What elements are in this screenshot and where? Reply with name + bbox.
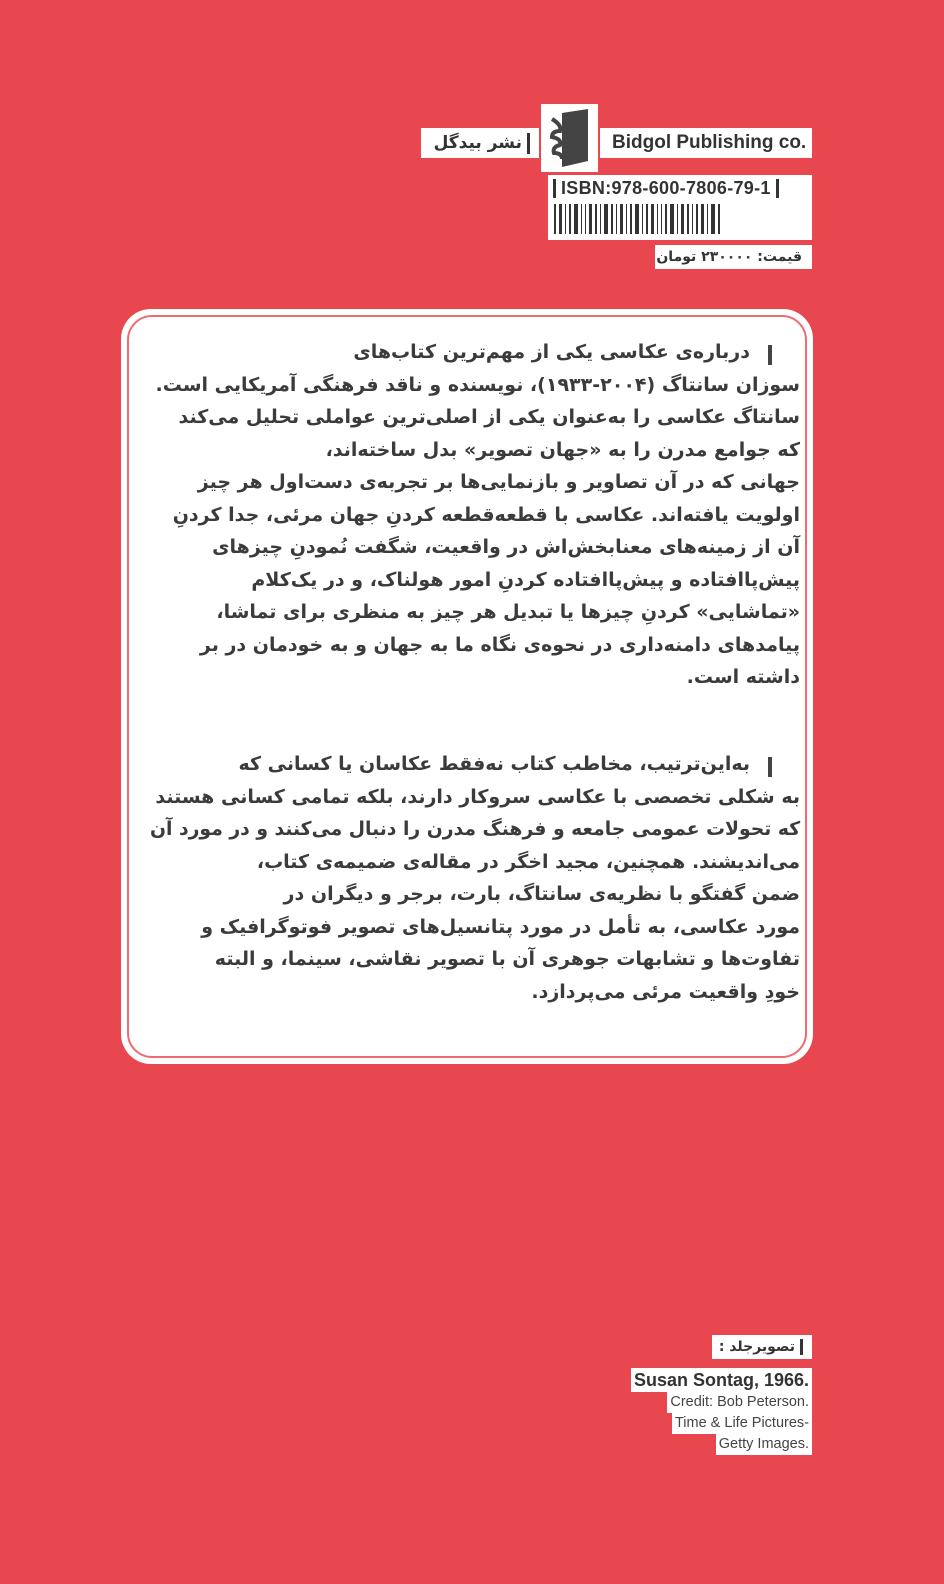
barcode-bar (559, 204, 562, 234)
barcode-bar (711, 204, 715, 234)
paragraph-line: می‌اندیشند. همچنین، مجید اخگر در مقاله‌ی ضمیمه‌ی کتاب، (256, 850, 800, 873)
barcode-bar (626, 204, 627, 234)
barcode-bar (611, 204, 613, 234)
barcode-bar (701, 204, 704, 234)
paragraph-line: داشته است. (686, 666, 800, 688)
barcode-bar (595, 204, 597, 234)
divider (527, 133, 530, 154)
paragraph-line: تفاوت‌ها و تشابهات جوهری آن با تصویر نقاشی، سینما، و البته (214, 948, 800, 970)
price-text: قیمت: ۲۳۰۰۰۰ تومان (656, 249, 802, 265)
paragraph-line: که تحولات عمومی جامعه و فرهنگ مدرن را دنبال می‌کنند و در مورد آن (149, 818, 800, 840)
paragraph-line: اولویت یافته‌اند. عکاسی با قطعه‌قطعه کردنِ جهان مرئی، جدا کردنِ (172, 503, 800, 526)
paragraph-line: سوزان سانتاگ (۲۰۰۴-۱۹۳۳)، نویسنده و ناقد فرهنگی آمریکایی است. (155, 373, 800, 396)
publisher-name-fa-text: نشر بیدگل (433, 133, 522, 153)
barcode-bar (687, 204, 689, 234)
barcode (548, 202, 812, 240)
publisher-name-fa (421, 128, 539, 158)
paragraph-marker (768, 757, 772, 777)
isbn-text: ISBN:978-600-7806-79-1 (561, 178, 771, 198)
barcode-bar (707, 204, 708, 234)
barcode-bar (620, 204, 623, 234)
barcode-bar (585, 204, 586, 234)
paragraph-marker (768, 345, 772, 365)
barcode-bar (696, 204, 698, 234)
paragraph-line: که جوامع مدرن را به «جهان تصویر» بدل ساخته‌اند، (325, 438, 800, 461)
barcode-bar (554, 204, 556, 234)
paragraph-line: به شکلی تخصصی با عکاسی سروکار دارند، بلکه تمامی کسانی هستند (155, 785, 800, 808)
paragraph-line: پیامدهای دامنه‌داری در نحوه‌ی نگاه ما به جهان و به خودمان در بر (199, 633, 800, 656)
barcode-bar (589, 204, 592, 234)
barcode-bar (657, 204, 658, 234)
barcode-bar (642, 204, 643, 234)
paragraph-line: درباره‌ی عکاسی یکی از مهم‌ترین کتاب‌های (353, 341, 750, 363)
isbn-label (548, 175, 812, 202)
credit-line: Time & Life Pictures- (672, 1413, 812, 1434)
credit-line: Credit: Bob Peterson. (667, 1392, 812, 1413)
barcode-bar (574, 204, 578, 234)
barcode-bar (661, 204, 662, 234)
publisher-name-en-text: Bidgol Publishing co. (612, 132, 807, 153)
barcode-bar (651, 204, 654, 234)
paragraph-line: جهانی که در آن تصاویر و بازنمایی‌ها بر تجربه‌ی دست‌اول هر چیز (197, 471, 800, 493)
barcode-bar (630, 204, 632, 234)
cover-image-label (712, 1335, 812, 1359)
barcode-bar (604, 204, 608, 234)
paragraph-line: سانتاگ عکاسی را به‌عنوان یکی از اصلی‌ترین عواملی تحلیل می‌کند (178, 406, 800, 428)
barcode-bar (569, 204, 571, 234)
barcode-bar (665, 204, 667, 234)
divider (800, 1339, 803, 1356)
paragraph-line: به‌این‌ترتیب، مخاطب کتاب نه‌فقط عکاسان یا کسانی که (238, 753, 750, 775)
barcode-bar (581, 204, 582, 234)
paragraph-line: «تماشایی» کردنِ چیزها یا تبدیل هر چیز به منظری برای تماشا، (216, 601, 800, 623)
barcode-bar (635, 204, 639, 234)
paragraph-line: آن از زمینه‌های معنابخش‌اش در واقعیت، شگفت نُمودنِ چیزهای (212, 536, 800, 558)
paragraph-line: خودِ واقعیت مرئی می‌پردازد. (531, 980, 800, 1003)
barcode-bar (677, 204, 678, 234)
paragraph-line: پیش‌پاافتاده و پیش‌پاافتاده کردنِ امور هولناک، و در یک‌کلام (251, 568, 800, 591)
barcode-bar (681, 204, 684, 234)
paragraph-line: ضمن گفتگو با نظریه‌ی سانتاگ، بارت، برجر و دیگران در (283, 883, 800, 905)
divider (776, 179, 779, 198)
barcode-bar (616, 204, 617, 234)
credit-line: Getty Images. (716, 1434, 812, 1455)
publisher-logo-icon (541, 104, 598, 172)
barcode-bar (646, 204, 648, 234)
divider (553, 179, 556, 198)
publisher-name-en (600, 128, 812, 158)
cover-label-text: تصویرجلد : (718, 1339, 795, 1355)
barcode-bar (670, 204, 674, 234)
barcode-bar (718, 204, 720, 234)
cover-credit (631, 1368, 812, 1455)
barcode-bar (565, 204, 566, 234)
price-label (655, 245, 812, 269)
barcode-bar (692, 204, 693, 234)
cover-title: Susan Sontag, 1966. (631, 1368, 812, 1392)
barcode-bar (600, 204, 601, 234)
paragraph-line: مورد عکاسی، به تأمل در مورد پتانسیل‌های تصویر فوتوگرافیک و (201, 915, 800, 938)
